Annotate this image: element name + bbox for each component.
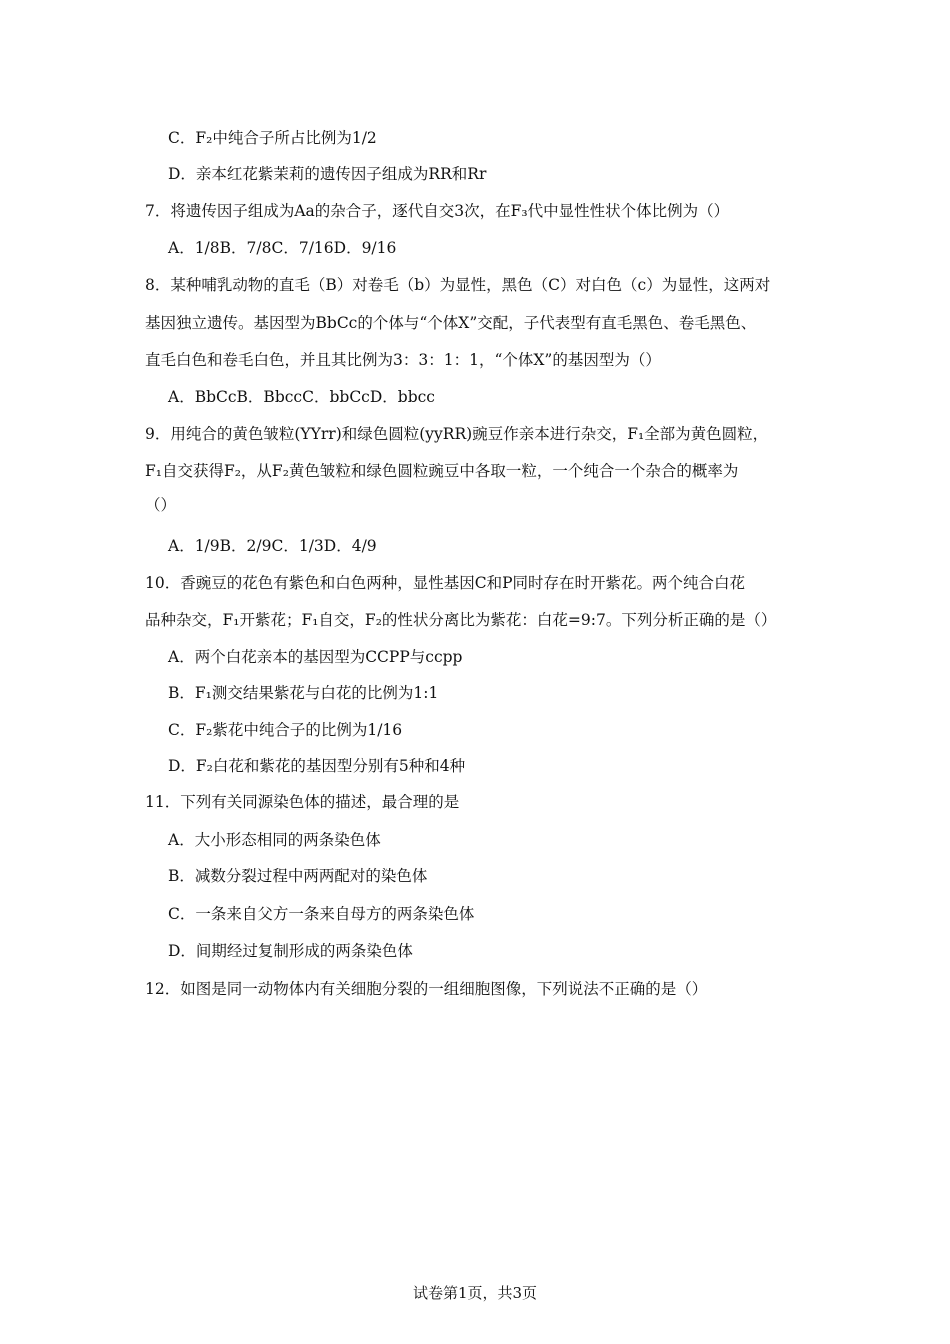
prev-question-option-c: C．F₂中纯合子所占比例为1/2 <box>168 129 377 147</box>
question-9-options: A．1/9B．2/9C．1/3D．4/9 <box>168 537 377 555</box>
question-9-stem-line2: F₁自交获得F₂，从F₂黄色皱粒和绿色圆粒豌豆中各取一粒，一个纯合一个杂合的概率为 <box>145 462 739 480</box>
question-11-option-a: A．大小形态相同的两条染色体 <box>168 831 381 849</box>
question-8-stem-line1: 8．某种哺乳动物的直毛（B）对卷毛（b）为显性，黑色（C）对白色（c）为显性，这两对 <box>145 276 771 294</box>
question-7-stem: 7．将遗传因子组成为Aa的杂合子，逐代自交3次，在F₃代中显性性状个体比例为（） <box>145 202 730 220</box>
question-7-options: A．1/8B．7/8C．7/16D．9/16 <box>168 239 397 257</box>
question-10-option-b: B．F₁测交结果紫花与白花的比例为1:1 <box>168 684 439 702</box>
question-10-option-a: A．两个白花亲本的基因型为CCPP与ccpp <box>168 648 463 666</box>
question-8-stem-line2: 基因独立遗传。基因型为BbCc的个体与“个体X”交配，子代表型有直毛黑色、卷毛黑色、 <box>145 314 757 332</box>
question-8-stem-line3: 直毛白色和卷毛白色，并且其比例为3：3：1：1，“个体X”的基因型为（） <box>145 351 661 369</box>
question-10-option-c: C．F₂紫花中纯合子的比例为1/16 <box>168 721 403 739</box>
question-9-stem-line3: （） <box>145 496 177 514</box>
question-8-options: A．BbCcB．BbccC．bbCcD．bbcc <box>168 388 435 406</box>
page-footer: 试卷第1页，共3页 <box>412 1284 538 1302</box>
question-10-stem-line2: 品种杂交，F₁开紫花；F₁自交，F₂的性状分离比为紫花：白花=9:7。下列分析正确的是（） <box>145 611 777 629</box>
question-11-stem: 11．下列有关同源染色体的描述，最合理的是 <box>145 793 460 811</box>
question-11-option-b: B．减数分裂过程中两两配对的染色体 <box>168 867 428 885</box>
question-10-stem-line1: 10．香豌豆的花色有紫色和白色两种，显性基因C和P同时存在时开紫花。两个纯合白花 <box>145 574 746 592</box>
prev-question-option-d: D．亲本红花紫茉莉的遗传因子组成为RR和Rr <box>168 165 487 183</box>
question-9-stem-line1: 9．用纯合的黄色皱粒(YYrr)和绿色圆粒(yyRR)豌豆作亲本进行杂交，F₁全部为黄色圆粒， <box>145 425 769 443</box>
question-11-option-d: D．间期经过复制形成的两条染色体 <box>168 942 413 960</box>
question-12-stem: 12．如图是同一动物体内有关细胞分裂的一组细胞图像，下列说法不正确的是（） <box>145 980 708 998</box>
question-11-option-c: C．一条来自父方一条来自母方的两条染色体 <box>168 905 475 923</box>
question-10-option-d: D．F₂白花和紫花的基因型分别有5种和4种 <box>168 757 466 775</box>
